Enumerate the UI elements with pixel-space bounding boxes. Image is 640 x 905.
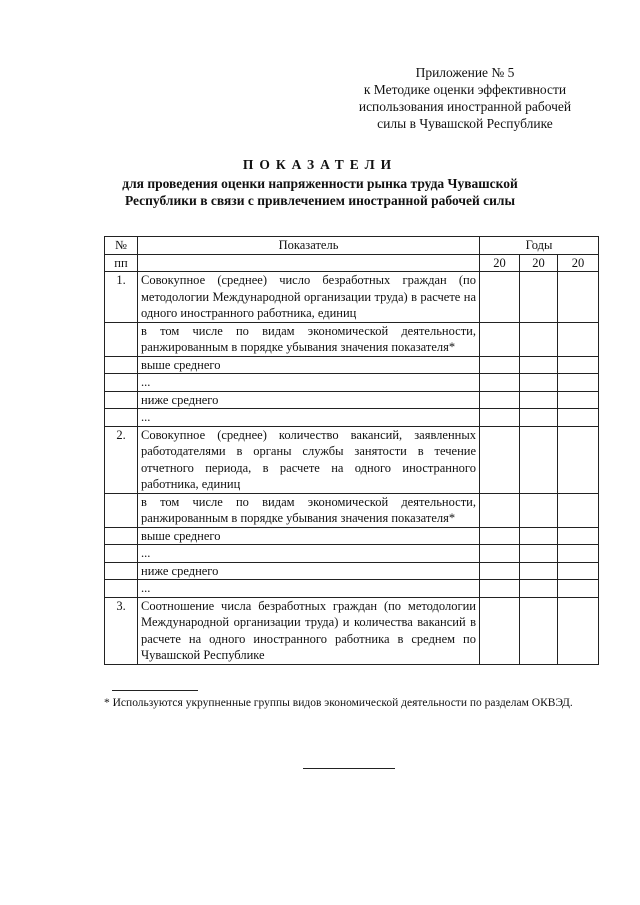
value-cell xyxy=(520,493,558,527)
table-row xyxy=(105,527,599,545)
indicator-header: Показатель xyxy=(138,237,480,255)
appendix-line: Приложение № 5 xyxy=(415,65,515,80)
num-header-sub: пп xyxy=(105,254,138,272)
indicator-text: Совокупное (среднее) количество вакансий, заявленных работодателями в органы службы занятости в течение отчетного периода, в расчете на одного иностранного работника, единиц xyxy=(138,426,480,493)
indicator-text: ... xyxy=(138,545,480,563)
footnote: * Используются укрупненные группы видов экономической деятельности по разделам ОКВЭД. xyxy=(104,697,573,709)
num-header: № xyxy=(105,237,138,255)
indicator-text: выше среднего xyxy=(138,527,480,545)
table-body xyxy=(105,272,599,665)
row-number xyxy=(105,493,138,527)
value-cell xyxy=(558,527,599,545)
table-row xyxy=(105,426,599,493)
table-row xyxy=(105,272,599,323)
value-cell xyxy=(520,409,558,427)
row-number xyxy=(105,391,138,409)
end-line xyxy=(303,768,395,769)
indicator-text: ниже среднего xyxy=(138,562,480,580)
value-cell xyxy=(480,527,520,545)
subtitle-line: для проведения оценки напряженности рынка труда Чувашской xyxy=(122,176,518,191)
indicator-text: ... xyxy=(138,374,480,392)
appendix-line: силы в Чувашской Республике xyxy=(377,116,553,131)
value-cell xyxy=(520,356,558,374)
indicator-text: в том числе по видам экономической деятельности, ранжированным в порядке убывания значения показателя* xyxy=(138,322,480,356)
indicator-text: ... xyxy=(138,580,480,598)
value-cell xyxy=(558,409,599,427)
footnote-separator xyxy=(112,690,198,691)
indicator-text: выше среднего xyxy=(138,356,480,374)
indicator-text: в том числе по видам экономической деятельности, ранжированным в порядке убывания значения показателя* xyxy=(138,493,480,527)
value-cell xyxy=(558,391,599,409)
row-number: 3. xyxy=(105,597,138,664)
table-row xyxy=(105,356,599,374)
table-row xyxy=(105,409,599,427)
table-row xyxy=(105,391,599,409)
value-cell xyxy=(480,493,520,527)
value-cell xyxy=(480,580,520,598)
value-cell xyxy=(558,493,599,527)
row-number xyxy=(105,409,138,427)
row-number xyxy=(105,527,138,545)
row-number: 1. xyxy=(105,272,138,323)
row-number xyxy=(105,580,138,598)
row-number xyxy=(105,545,138,563)
value-cell xyxy=(480,356,520,374)
value-cell xyxy=(480,597,520,664)
value-cell xyxy=(520,580,558,598)
value-cell xyxy=(520,597,558,664)
indicator-header-sub xyxy=(138,254,480,272)
document-title: ПОКАЗАТЕЛИ xyxy=(242,157,398,172)
value-cell xyxy=(520,545,558,563)
appendix-line: к Методике оценки эффективности xyxy=(363,82,567,97)
table-row xyxy=(105,597,599,664)
value-cell xyxy=(520,562,558,580)
value-cell xyxy=(480,322,520,356)
years-header: Годы xyxy=(480,237,599,255)
table-row xyxy=(105,580,599,598)
table-row xyxy=(105,374,599,392)
value-cell xyxy=(520,391,558,409)
value-cell xyxy=(480,272,520,323)
value-cell xyxy=(480,374,520,392)
value-cell xyxy=(558,580,599,598)
row-number xyxy=(105,562,138,580)
value-cell xyxy=(558,356,599,374)
value-cell xyxy=(520,527,558,545)
value-cell xyxy=(558,374,599,392)
value-cell xyxy=(558,426,599,493)
value-cell xyxy=(480,545,520,563)
table-row xyxy=(105,322,599,356)
year-cell: 20 xyxy=(558,254,599,272)
value-cell xyxy=(520,322,558,356)
appendix-line: использования иностранной рабочей xyxy=(358,99,572,114)
value-cell xyxy=(558,562,599,580)
row-number xyxy=(105,322,138,356)
document-subtitle xyxy=(80,175,560,209)
indicator-text: Совокупное (среднее) число безработных граждан (по методологии Международной организации труда) в расчете на одного иностранного работника, единиц xyxy=(138,272,480,323)
value-cell xyxy=(480,562,520,580)
year-cell: 20 xyxy=(480,254,520,272)
appendix-header xyxy=(340,64,590,132)
indicator-text: ниже среднего xyxy=(138,391,480,409)
subtitle-line: Республики в связи с привлечением иностранной рабочей силы xyxy=(124,193,516,208)
row-number xyxy=(105,356,138,374)
value-cell xyxy=(520,272,558,323)
value-cell xyxy=(480,391,520,409)
value-cell xyxy=(558,272,599,323)
row-number: 2. xyxy=(105,426,138,493)
value-cell xyxy=(480,409,520,427)
value-cell xyxy=(558,545,599,563)
value-cell xyxy=(480,426,520,493)
value-cell xyxy=(520,374,558,392)
year-cell: 20 xyxy=(520,254,558,272)
indicator-text: ... xyxy=(138,409,480,427)
table-row xyxy=(105,493,599,527)
table-row xyxy=(105,545,599,563)
table-row xyxy=(105,562,599,580)
indicator-text: Соотношение числа безработных граждан (по методологии Международной организации труда) и количества вакансий в расчете на одного иностранного работника в среднем по Чувашской Республике xyxy=(138,597,480,664)
indicators-table xyxy=(104,236,599,665)
value-cell xyxy=(558,597,599,664)
value-cell xyxy=(520,426,558,493)
row-number xyxy=(105,374,138,392)
value-cell xyxy=(558,322,599,356)
